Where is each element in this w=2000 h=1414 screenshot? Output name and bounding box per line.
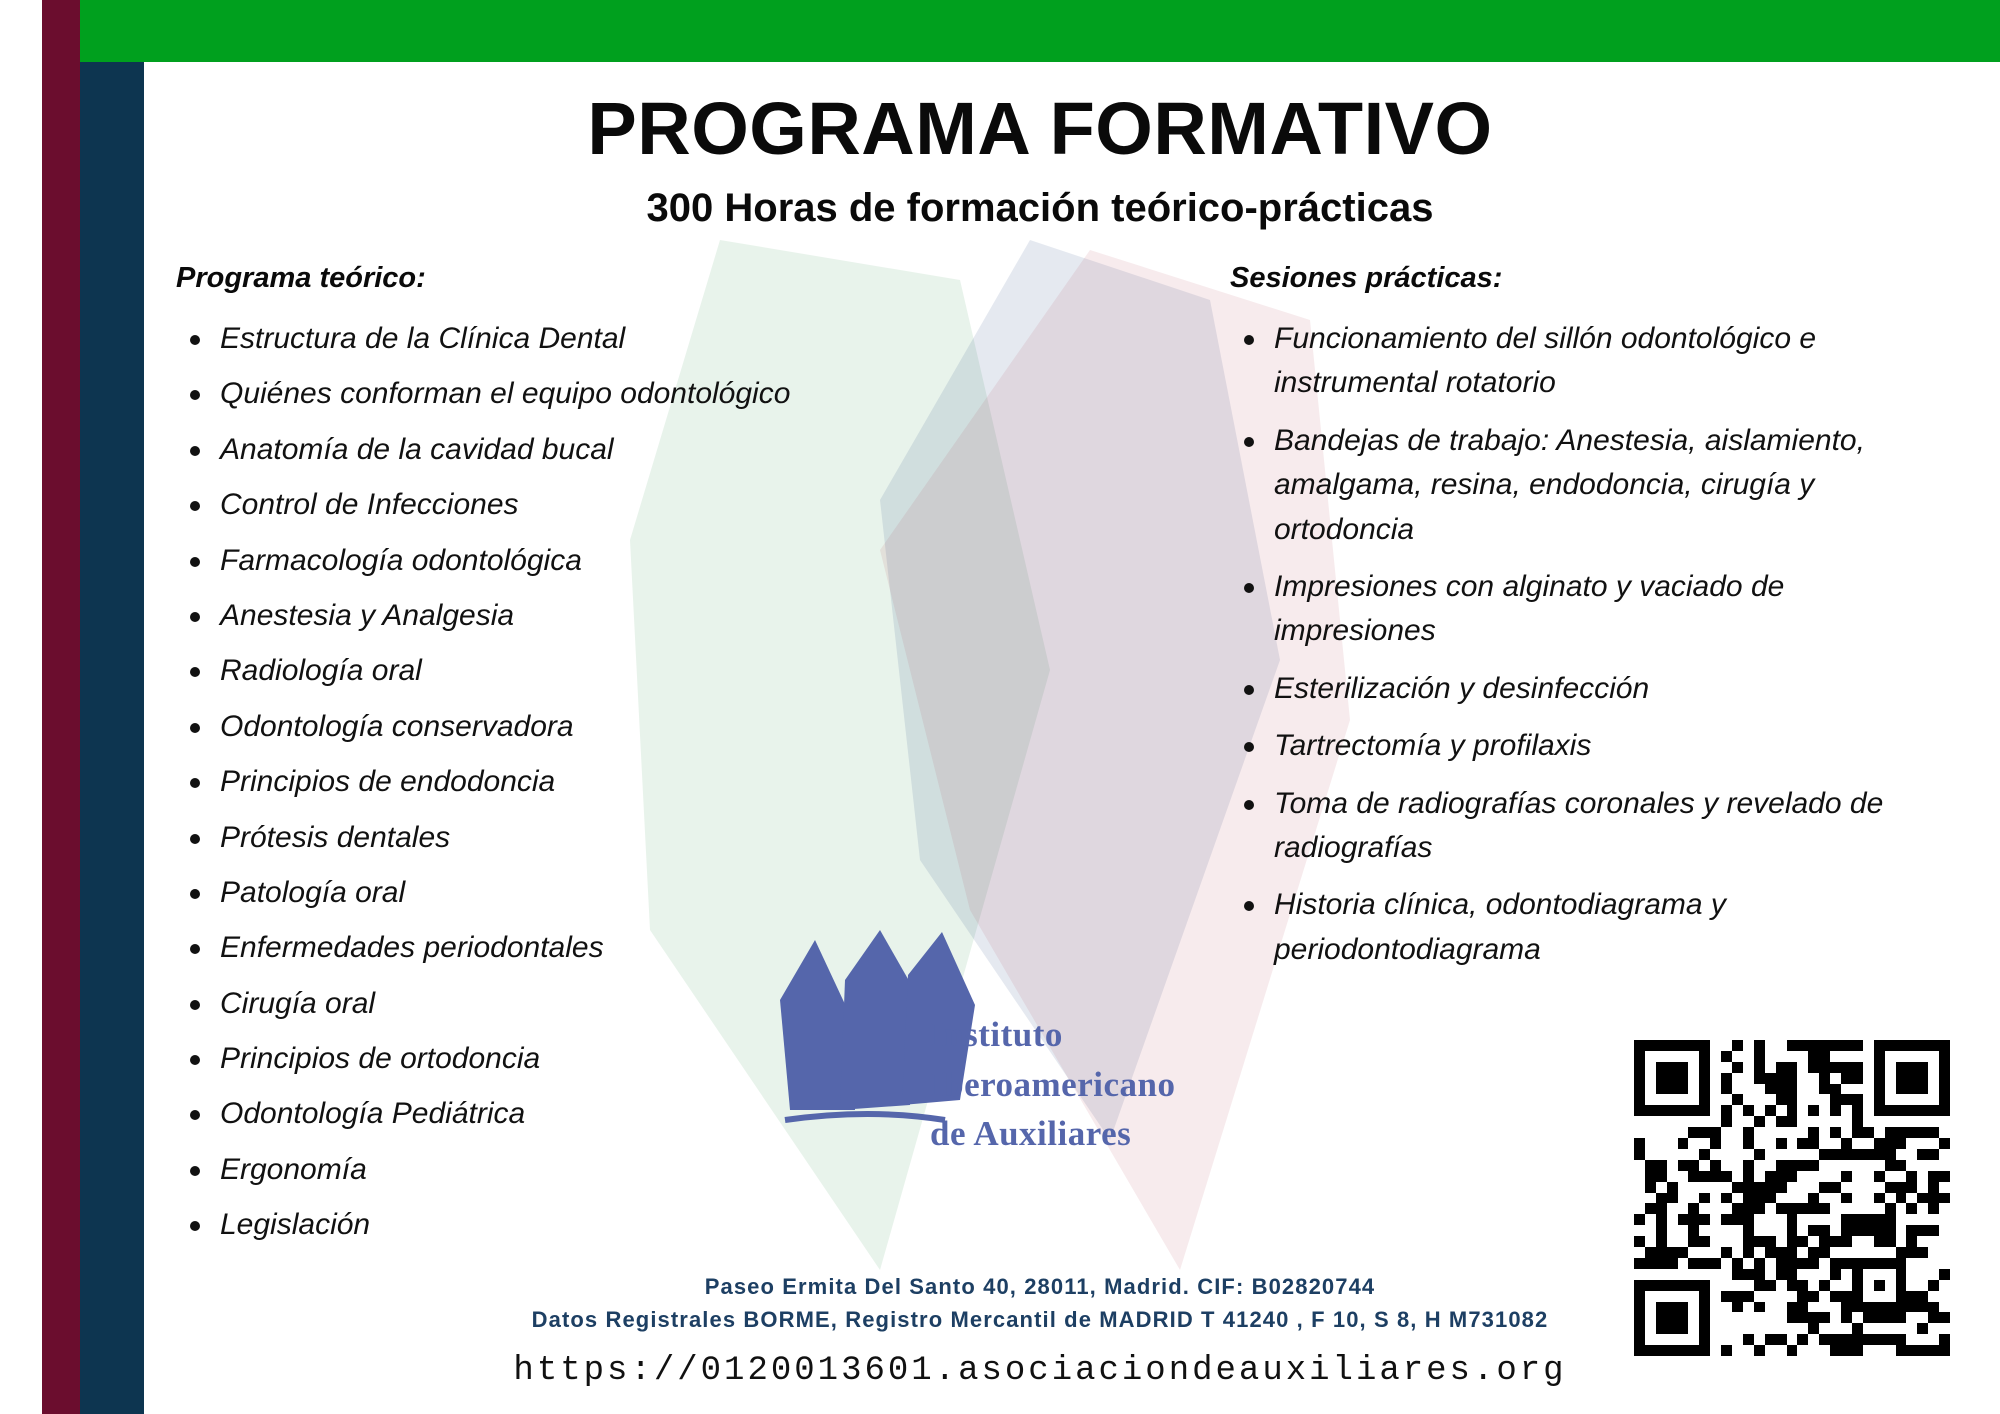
left-maroon-bar xyxy=(42,0,80,1414)
list-item: Legislación xyxy=(176,1203,816,1247)
list-item: Odontología Pediátrica xyxy=(176,1092,816,1136)
left-navy-bar xyxy=(80,62,144,1414)
list-item: Quiénes conforman el equipo odontológico xyxy=(176,372,816,416)
logo-line-1: Instituto xyxy=(930,1015,1063,1054)
list-item: Principios de endodoncia xyxy=(176,760,816,804)
list-item: Control de Infecciones xyxy=(176,483,816,527)
footer-url[interactable]: https://0120013601.asociaciondeauxiliares.org xyxy=(513,1352,1567,1390)
list-item: Tartrectomía y profilaxis xyxy=(1230,724,1890,768)
list-item: Patología oral xyxy=(176,871,816,915)
page-subtitle: 300 Horas de formación teórico-prácticas xyxy=(646,185,1434,230)
list-item: Enfermedades periodontales xyxy=(176,926,816,970)
list-item: Historia clínica, odontodiagrama y periodontodiagrama xyxy=(1230,883,1890,972)
theory-heading: Programa teórico: xyxy=(176,262,426,294)
list-item: Bandejas de trabajo: Anestesia, aislamiento, amalgama, resina, endodoncia, cirugía y ortodoncia xyxy=(1230,419,1890,552)
list-item: Cirugía oral xyxy=(176,982,816,1026)
list-item: Farmacología odontológica xyxy=(176,539,816,583)
list-item: Prótesis dentales xyxy=(176,816,816,860)
institute-logo-text xyxy=(930,1010,1175,1159)
practice-heading: Sesiones prácticas: xyxy=(1230,262,1503,294)
list-item: Toma de radiografías coronales y revelado de radiografías xyxy=(1230,782,1890,871)
list-item: Estructura de la Clínica Dental xyxy=(176,317,816,361)
logo-line-2: Iberoamericano xyxy=(930,1064,1176,1104)
list-item: Esterilización y desinfección xyxy=(1230,667,1890,711)
list-item: Principios de ortodoncia xyxy=(176,1037,816,1081)
document-header xyxy=(160,87,1920,231)
logo-line-3: de Auxiliares xyxy=(930,1114,1132,1154)
list-item: Ergonomía xyxy=(176,1148,816,1192)
theory-column xyxy=(176,262,816,1259)
list-item: Radiología oral xyxy=(176,649,816,693)
practice-list xyxy=(1230,317,1890,972)
practice-column xyxy=(1230,262,1890,985)
theory-list xyxy=(176,317,816,1248)
footer-registry: Datos Registrales BORME, Registro Mercantil de MADRID T 41240 , F 10, S 8, H M731082 xyxy=(531,1307,1549,1332)
list-item: Anestesia y Analgesia xyxy=(176,594,816,638)
list-item: Odontología conservadora xyxy=(176,705,816,749)
document-footer xyxy=(160,1270,1920,1390)
page-title: PROGRAMA FORMATIVO xyxy=(587,87,1493,170)
list-item: Impresiones con alginato y vaciado de impresiones xyxy=(1230,565,1890,654)
list-item: Funcionamiento del sillón odontológico e instrumental rotatorio xyxy=(1230,317,1890,406)
footer-address: Paseo Ermita Del Santo 40, 28011, Madrid. CIF: B02820744 xyxy=(704,1274,1376,1299)
list-item: Anatomía de la cavidad bucal xyxy=(176,428,816,472)
top-green-bar xyxy=(78,0,2000,62)
